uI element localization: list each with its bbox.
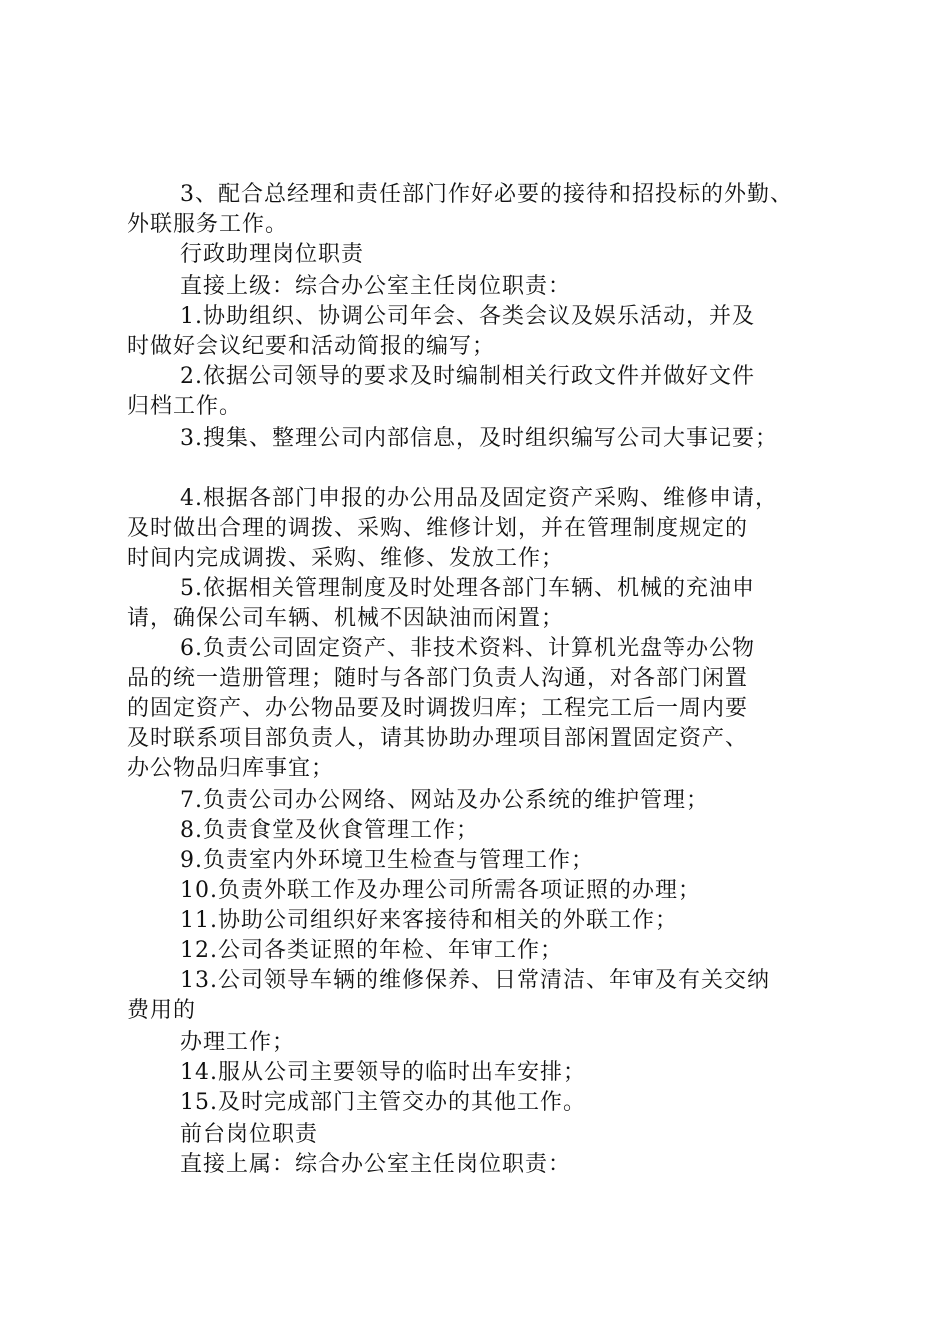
paragraph-line: 3、配合总经理和责任部门作好必要的接待和招投标的外勤、	[180, 182, 793, 207]
list-item: 15.及时完成部门主管交办的其他工作。	[180, 1090, 586, 1115]
paragraph-line: 及时做出合理的调拨、采购、维修计划，并在管理制度规定的	[127, 516, 749, 541]
list-item: 9.负责室内外环境卫生检查与管理工作；	[180, 848, 594, 873]
paragraph-line: 归档工作。	[127, 394, 243, 419]
list-item: 12.公司各类证照的年检、年审工作；	[180, 938, 563, 963]
list-item: 10.负责外联工作及办理公司所需各项证照的办理；	[180, 878, 701, 903]
paragraph-line: 直接上级：综合办公室主任岗位职责：	[180, 274, 572, 299]
list-item: 1.协助组织、协调公司年会、各类会议及娱乐活动，并及	[180, 304, 755, 329]
paragraph-line: 时做好会议纪要和活动简报的编写；	[127, 334, 496, 359]
paragraph-line: 办理工作；	[180, 1030, 296, 1055]
list-item: 3.搜集、整理公司内部信息，及时组织编写公司大事记要；	[180, 426, 778, 451]
paragraph-line: 及时联系项目部负责人，请其协助办理项目部闲置固定资产、	[127, 726, 749, 751]
list-item: 14.服从公司主要领导的临时出车安排；	[180, 1060, 586, 1085]
paragraph-line: 的固定资产、办公物品要及时调拨归库；工程完工后一周内要	[127, 696, 749, 721]
section-heading: 前台岗位职责	[180, 1122, 319, 1147]
list-item: 6.负责公司固定资产、非技术资料、计算机光盘等办公物	[180, 636, 755, 661]
paragraph-line: 时间内完成调拨、采购、维修、发放工作；	[127, 546, 565, 571]
list-item: 7.负责公司办公网络、网站及办公系统的维护管理；	[180, 788, 709, 813]
paragraph-line: 办公物品归库事宜；	[127, 756, 335, 781]
paragraph-line: 费用的	[127, 998, 197, 1023]
list-item: 5.依据相关管理制度及时处理各部门车辆、机械的充油申	[180, 576, 755, 601]
list-item: 2.依据公司领导的要求及时编制相关行政文件并做好文件	[180, 364, 755, 389]
paragraph-line: 外联服务工作。	[127, 212, 289, 237]
paragraph-line: 品的统一造册管理；随时与各部门负责人沟通，对各部门闲置	[127, 666, 749, 691]
list-item: 11.协助公司组织好来客接待和相关的外联工作；	[180, 908, 678, 933]
paragraph-line: 直接上属：综合办公室主任岗位职责：	[180, 1152, 572, 1177]
section-heading: 行政助理岗位职责	[180, 242, 365, 267]
list-item: 4.根据各部门申报的办公用品及固定资产采购、维修申请，	[180, 486, 778, 511]
paragraph-line: 请，确保公司车辆、机械不因缺油而闲置；	[127, 606, 565, 631]
list-item: 13.公司领导车辆的维修保养、日常清洁、年审及有关交纳	[180, 968, 770, 993]
list-item: 8.负责食堂及伙食管理工作；	[180, 818, 479, 843]
